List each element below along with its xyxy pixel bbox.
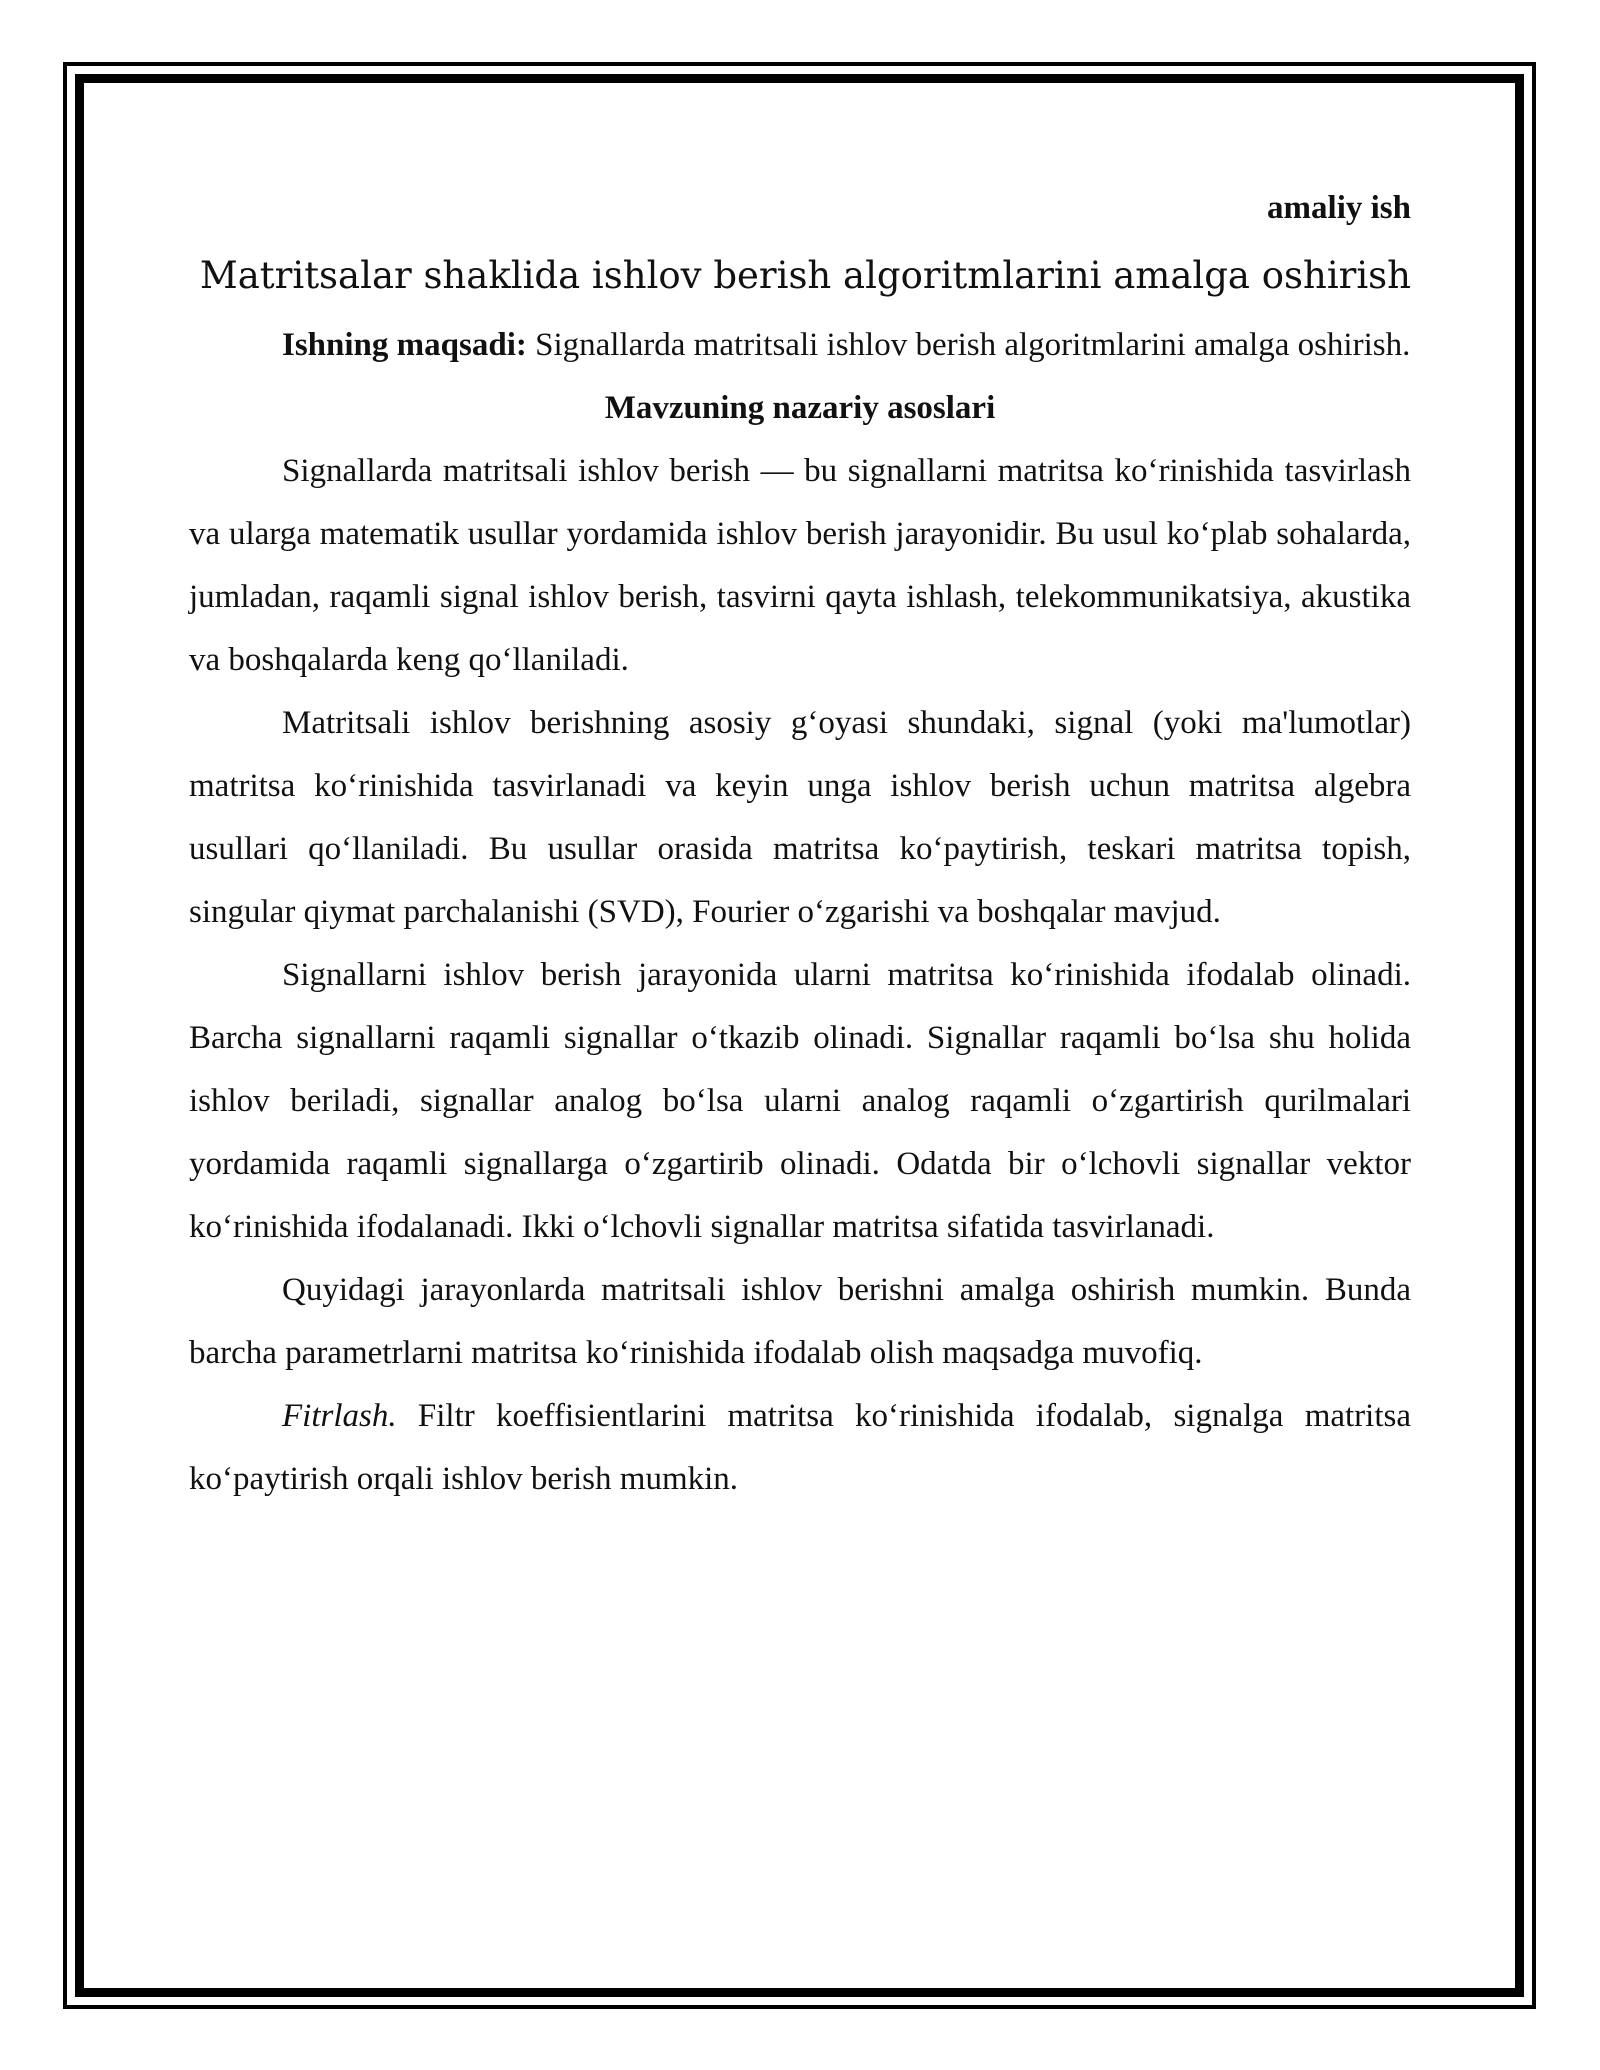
body-paragraph-2: Matritsali ishlov berishning asosiy g‘oyasi shundaki, signal (yoki ma'lumotlar) matritsa ko‘rinishida tasvirlanadi va keyin unga ishlov berish uchun matritsa algebra usullari qo‘llaniladi. Bu usullar orasida matritsa ko‘paytirish, teskari matritsa topish, singular qiymat parchalanishi (SVD), Fourier o‘zgarishi va boshqalar mavjud. xyxy=(189,705,1411,930)
work-type-label: amaliy ish xyxy=(1267,190,1411,226)
goal-paragraph xyxy=(189,314,1411,377)
goal-text: Signallarda matritsali ishlov berish algoritmlarini amalga oshirish. xyxy=(526,327,1411,363)
filter-text: Filtr koeffisientlarini matritsa ko‘rinishida ifodalab, signalga matritsa ko‘paytirish orqali ishlov berish mumkin. xyxy=(189,1398,1411,1497)
document-body xyxy=(189,178,1411,1511)
filter-paragraph xyxy=(189,1385,1411,1511)
body-paragraph-1: Signallarda matritsali ishlov berish — bu signallarni matritsa ko‘rinishida tasvirlash va ularga matematik usullar yordamida ishlov berish jarayonidir. Bu usul ko‘plab sohalarda, jumladan, raqamli signal ishlov berish, tasvirni qayta ishlash, telekommunikatsiya, akustika va boshqalarda keng qo‘llaniladi. xyxy=(189,453,1411,678)
body-paragraph-4: Quyidagi jarayonlarda matritsali ishlov berishni amalga oshirish mumkin. Bunda barcha parametrlarni matritsa ko‘rinishida ifodalab olish maqsadga muvofiq. xyxy=(189,1272,1411,1371)
document-title: Matritsalar shaklida ishlov berish algoritmlarini amalga oshirish xyxy=(199,254,1411,297)
goal-label: Ishning maqsadi: xyxy=(282,327,527,363)
filter-label: Fitrlash. xyxy=(282,1398,397,1434)
body-paragraph-3: Signallarni ishlov berish jarayonida ularni matritsa ko‘rinishida ifodalab olinadi. Barcha signallarni raqamli signallar o‘tkazib olinadi. Signallar raqamli bo‘lsa shu holida ishlov beriladi, signallar analog bo‘lsa ularni analog raqamli o‘zgartirish qurilmalari yordamida raqamli signallarga o‘zgartirib olinadi. Odatda bir o‘lchovli signallar vektor ko‘rinishida ifodalanadi. Ikki o‘lchovli signallar matritsa sifatida tasvirlanadi. xyxy=(189,957,1411,1245)
section-heading: Mavzuning nazariy asoslari xyxy=(604,390,996,426)
